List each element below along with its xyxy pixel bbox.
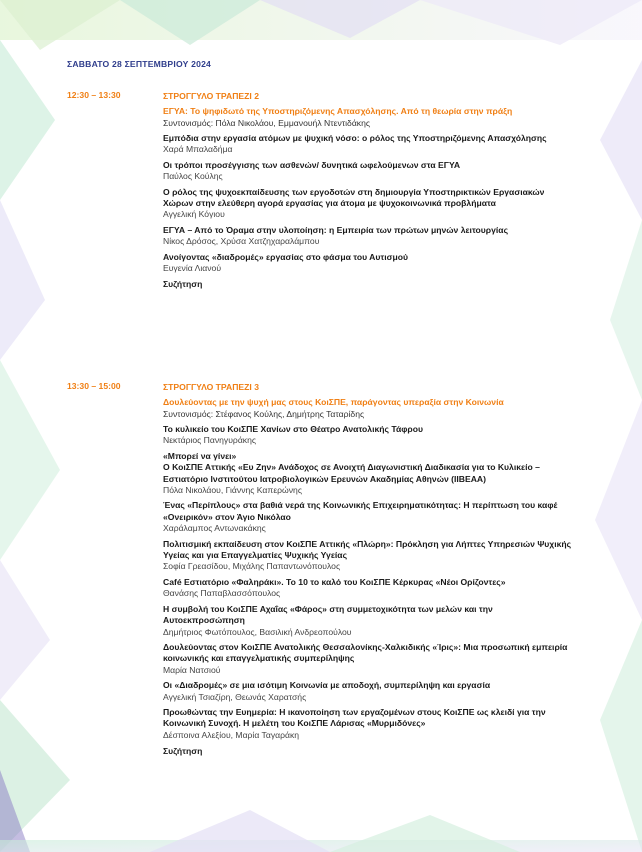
talk-title: Δουλεύοντας στον ΚοιΣΠΕ Ανατολικής Θεσσαλονίκης-Χαλκιδικής «Ίρις»: Μια προσωπική εμπειρία κοινωνικής και επαγγελματικής συμπερίληψης bbox=[163, 641, 568, 664]
talk-title: Εμπόδια στην εργασία ατόμων με ψυχική νόσο: ο ρόλος της Υποστηριζόμενης Απασχόλησης bbox=[163, 133, 547, 143]
day-heading: ΣΑΒΒΑΤΟ 28 ΣΕΠΤΕΜΒΡΙΟΥ 2024 bbox=[67, 59, 212, 69]
talk-title: Οι τρόποι προσέγγισης των ασθενών/ δυνητικά ωφελούμενων στα ΕΓΥΑ bbox=[163, 159, 461, 170]
talk-title: Η συμβολή του ΚοιΣΠΕ Αχαΐας «Φάρος» στη συμμετοχικότητα των μελών και την Αυτοεκπροσώπηση bbox=[163, 603, 493, 626]
talk-authors: Χαράλαμπος Αντωνακάκης bbox=[163, 523, 266, 534]
talk-authors: Παύλος Κούλης bbox=[163, 171, 223, 182]
session-title: ΣΤΡΟΓΓΥΛΟ ΤΡΑΠΕΖΙ 3 bbox=[163, 382, 259, 392]
discussion-label: Συζήτηση bbox=[163, 746, 203, 757]
session-subtitle: ΕΓΥΑ: Το ψηφιδωτό της Υποστηριζόμενης Απασχόλησης. Από τη θεωρία στην πράξη bbox=[163, 106, 513, 116]
talk-item bbox=[163, 680, 573, 703]
talk-item bbox=[163, 451, 573, 497]
discussion-label: Συζήτηση bbox=[163, 279, 203, 290]
talk-authors: Δημήτριος Φωτόπουλος, Βασιλική Ανδρεοπούλου bbox=[163, 626, 352, 637]
talk-title: «Μπορεί να γίνει» Ο ΚοιΣΠΕ Αττικής «Ευ Ζην» Ανάδοχος σε Ανοιχτή Διαγωνιστική Διαδικασία για το Κυλικείο – Εστιατόριο Ινστιτούτου Ιατροβιολογικών Ερευνών Ακαδημίας Αθηνών (ΙΙΒΕΑΑ) bbox=[163, 450, 540, 484]
session-coordinators: Συντονισμός: Στέφανος Κούλης, Δημήτρης Ταταρίδης bbox=[163, 409, 365, 419]
talk-item bbox=[163, 160, 573, 183]
session-time: 12:30 – 13:30 bbox=[67, 90, 121, 100]
talk-item bbox=[163, 252, 573, 275]
talk-authors: Σοφία Γρεασίδου, Μιχάλης Παπαντωνόπουλος bbox=[163, 561, 341, 572]
session-details bbox=[163, 90, 573, 290]
talk-authors: Δέσποινα Αλεξίου, Μαρία Ταγαράκη bbox=[163, 729, 300, 740]
talk-title: ΕΓΥΑ – Από το Όραμα στην υλοποίηση: η Εμπειρία των πρώτων μηνών λειτουργίας bbox=[163, 224, 509, 235]
session-title: ΣΤΡΟΓΓΥΛΟ ΤΡΑΠΕΖΙ 2 bbox=[163, 91, 259, 101]
talk-item bbox=[163, 225, 573, 248]
talk-item bbox=[163, 642, 573, 676]
talk-authors: Πόλα Νικολάου, Γιάννης Καπερώνης bbox=[163, 485, 302, 496]
talk-title: Ένας «Περίπλους» στα βαθιά νερά της Κοινωνικής Επιχειρηματικότητας: Η περίπτωση του καφέ «Ονειρικόν» στον Άγιο Νικόλαο bbox=[163, 500, 558, 522]
talk-authors: Αγγελική Κόγιου bbox=[163, 209, 225, 220]
talk-title: Ανοίγοντας «διαδρομές» εργασίας στο φάσμα του Αυτισμού bbox=[163, 251, 409, 262]
talk-title: Πολιτισμική εκπαίδευση στον ΚοιΣΠΕ Αττικής «Πλώρη»: Πρόκληση για Λήπτες Υπηρεσιών Ψυχικής Υγείας και για Επαγγελματίες Ψυχικής Υγείας bbox=[163, 538, 572, 561]
talk-item bbox=[163, 133, 573, 156]
talk-title: Οι «Διαδρομές» σε μια ισότιμη Κοινωνία με αποδοχή, συμπερίληψη και εργασία bbox=[163, 680, 491, 691]
talk-item bbox=[163, 500, 573, 534]
session-subtitle: Δουλεύοντας με την ψυχή μας στους ΚοιΣΠΕ, παράγοντας υπεραξία στην Κοινωνία bbox=[163, 397, 504, 407]
talk-title: Café Εστιατόριο «Φαληράκι». Το 10 το καλό του ΚοιΣΠΕ Κέρκυρας «Νέοι Ορίζοντες» bbox=[163, 576, 506, 587]
talk-item bbox=[163, 539, 573, 573]
talk-authors: Νεκτάριος Πανηγυράκης bbox=[163, 435, 257, 446]
talk-item bbox=[163, 187, 573, 221]
talk-authors: Θανάσης Παπαβλασσόπουλος bbox=[163, 588, 281, 599]
talk-item bbox=[163, 424, 573, 447]
talk-item bbox=[163, 707, 573, 741]
talk-authors: Μαρία Νατσιού bbox=[163, 664, 221, 675]
talk-item bbox=[163, 604, 573, 638]
talk-title: Προωθώντας την Ευημερία: Η ικανοποίηση των εργαζομένων στους ΚοιΣΠΕ ως κλειδί για την Κοινωνική Συνοχή. Η μελέτη του ΚοιΣΠΕ Λάρισας «Μυρμιδόνες» bbox=[163, 706, 546, 729]
talk-authors: Χαρά Μπαλαδήμα bbox=[163, 144, 233, 155]
talk-authors: Νίκος Δρόσος, Χρύσα Χατζηχαραλάμπου bbox=[163, 236, 320, 247]
talk-title: Ο ρόλος της ψυχοεκπαίδευσης των εργοδοτών στη δημιουργία Υποστηρικτικών Εργασιακών Χώρων στην ελεύθερη αγορά εργασίας για άτομα με ψυχοκοινωνικά προβλήματα bbox=[163, 186, 545, 209]
session-details bbox=[163, 381, 573, 757]
talk-authors: Ευγενία Λιανού bbox=[163, 263, 222, 274]
session-coordinators: Συντονισμός: Πόλα Νικολάου, Εμμανουήλ Ντεντιδάκης bbox=[163, 118, 371, 128]
talk-authors: Αγγελική Τσιαζίρη, Θεωνάς Χαρατσής bbox=[163, 691, 307, 702]
session-time: 13:30 – 15:00 bbox=[67, 381, 121, 391]
talk-item bbox=[163, 577, 573, 600]
talk-title: Το κυλικείο του ΚοιΣΠΕ Χανίων στο Θέατρο Ανατολικής Τάφρου bbox=[163, 424, 423, 434]
